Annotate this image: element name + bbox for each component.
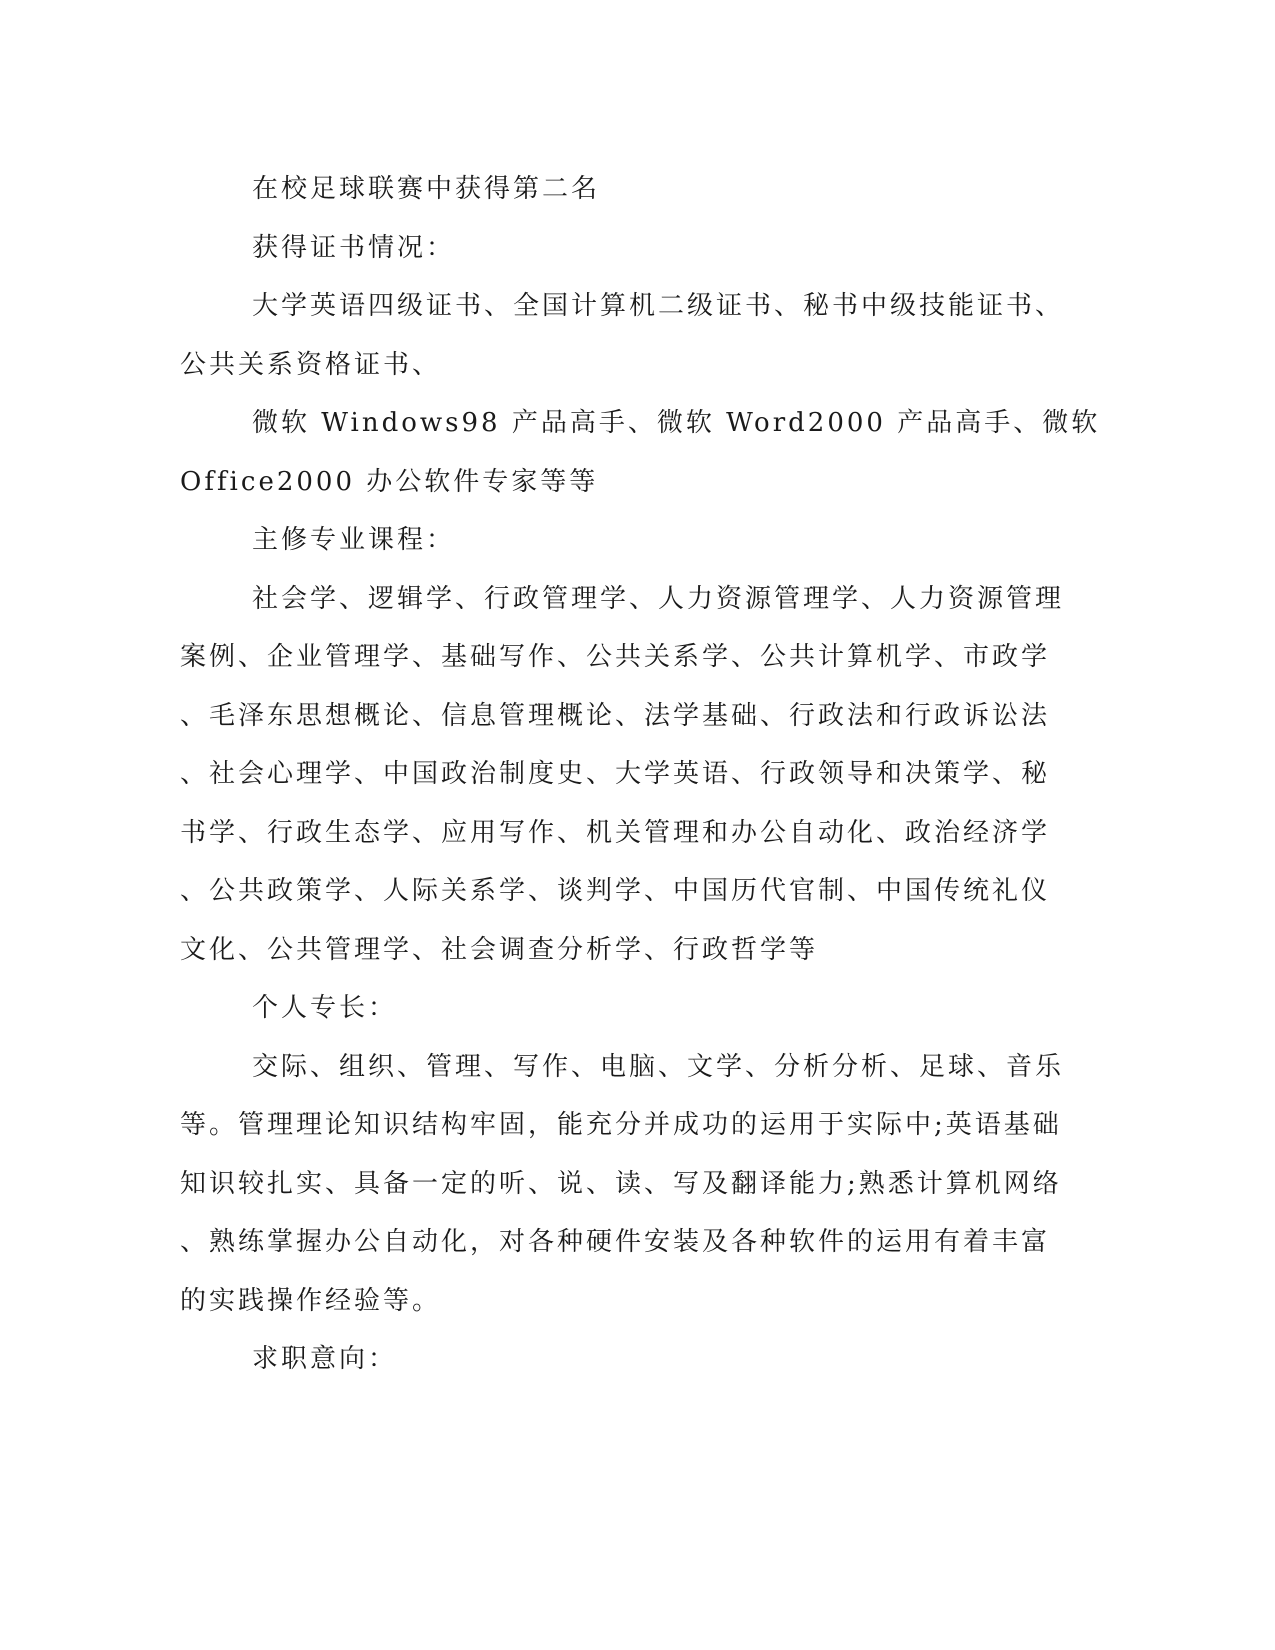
courses-line: 社会学、逻辑学、行政管理学、人力资源管理学、人力资源管理 — [252, 583, 1065, 614]
certificates-line: 微软 Windows98 产品高手、微软 Word2000 产品高手、微软 — [252, 408, 1101, 438]
courses-line: 案例、企业管理学、基础写作、公共关系学、公共计算机学、市政学 — [180, 642, 1051, 672]
courses-line: 、毛泽东思想概论、信息管理概论、法学基础、行政法和行政诉讼法 — [180, 700, 1051, 731]
skills-heading: 个人专长： — [252, 993, 398, 1023]
courses-line: 书学、行政生态学、应用写作、机关管理和办公自动化、政治经济学 — [180, 817, 1051, 848]
certificates-line: 公共关系资格证书、 — [180, 349, 442, 380]
courses-line: 、公共政策学、人际关系学、谈判学、中国历代官制、中国传统礼仪 — [180, 876, 1051, 906]
skills-line: 知识较扎实、具备一定的听、说、读、写及翻译能力;熟悉计算机网络 — [180, 1168, 1062, 1199]
courses-heading: 主修专业课程： — [252, 525, 456, 555]
skills-line: 、熟练掌握办公自动化，对各种硬件安装及各种软件的运用有着丰富 — [180, 1227, 1051, 1257]
courses-line: 文化、公共管理学、社会调查分析学、行政哲学等 — [180, 934, 819, 965]
skills-line: 等。管理理论知识结构牢固，能充分并成功的运用于实际中;英语基础 — [180, 1110, 1062, 1140]
courses-line: 、社会心理学、中国政治制度史、大学英语、行政领导和决策学、秘 — [180, 759, 1051, 789]
document-body — [180, 160, 1101, 1389]
skills-line: 交际、组织、管理、写作、电脑、文学、分析分析、足球、音乐 — [252, 1051, 1065, 1082]
award-football-line: 在校足球联赛中获得第二名 — [252, 174, 601, 204]
skills-line: 的实践操作经验等。 — [180, 1285, 442, 1316]
job-intention-heading: 求职意向： — [252, 1344, 398, 1374]
certificates-line: 大学英语四级证书、全国计算机二级证书、秘书中级技能证书、 — [252, 291, 1065, 321]
certificates-line: Office2000 办公软件专家等等 — [180, 466, 599, 497]
certificates-heading: 获得证书情况： — [252, 232, 456, 263]
